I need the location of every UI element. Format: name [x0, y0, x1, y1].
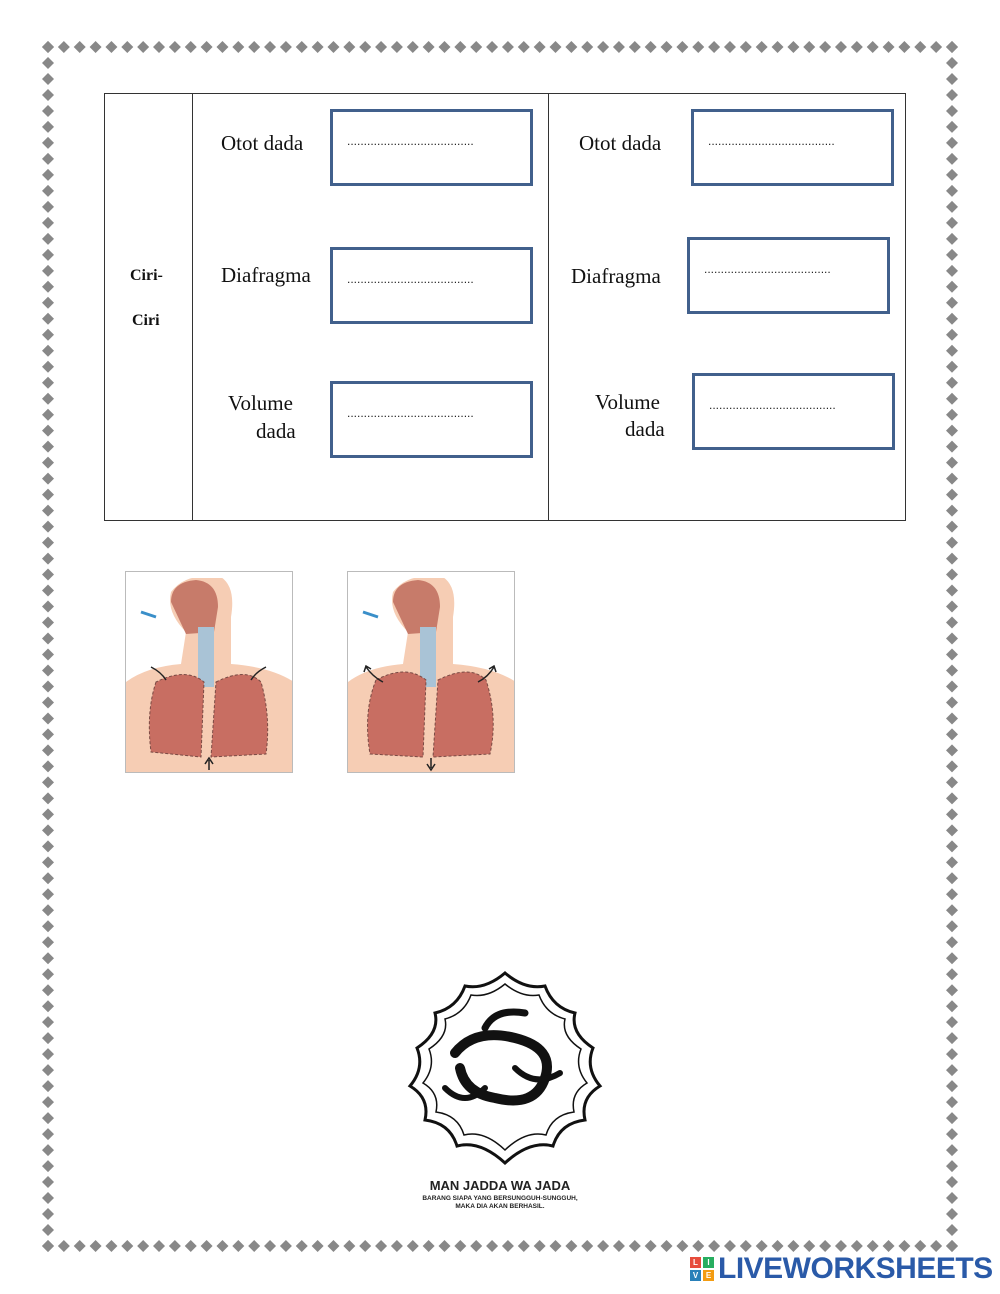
logo-subtitle-2: MAKA DIA AKAN BERHASIL. — [455, 1203, 545, 1210]
border-diamond — [42, 1112, 54, 1124]
border-diamond — [42, 968, 54, 980]
border-diamond — [42, 105, 54, 117]
border-diamond — [105, 41, 117, 53]
border-diamond — [946, 377, 958, 389]
row-header-line-1: Ciri- — [130, 267, 163, 284]
label-volume-left: Volume — [228, 391, 293, 415]
border-diamond — [597, 41, 609, 53]
border-diamond — [946, 409, 958, 421]
border-diamond — [42, 473, 54, 485]
border-diamond — [946, 664, 958, 676]
border-diamond — [946, 217, 958, 229]
border-diamond — [676, 1240, 688, 1252]
border-diamond — [581, 1240, 593, 1252]
border-diamond — [946, 633, 958, 645]
border-diamond — [502, 41, 514, 53]
border-diamond — [42, 728, 54, 740]
border-diamond — [42, 329, 54, 341]
border-diamond — [42, 696, 54, 708]
border-diamond — [946, 265, 958, 277]
border-diamond — [137, 1240, 149, 1252]
border-diamond — [946, 505, 958, 517]
border-diamond — [946, 680, 958, 692]
border-diamond — [692, 41, 704, 53]
border-diamond — [42, 585, 54, 597]
border-diamond — [883, 41, 895, 53]
border-diamond — [946, 920, 958, 932]
border-diamond — [946, 393, 958, 405]
border-diamond — [42, 249, 54, 261]
border-diamond — [438, 41, 450, 53]
label-dada-left: dada — [256, 419, 296, 443]
border-diamond — [375, 41, 387, 53]
border-diamond — [946, 1096, 958, 1108]
border-diamond — [645, 1240, 657, 1252]
border-diamond — [42, 537, 54, 549]
border-diamond — [42, 680, 54, 692]
border-diamond — [137, 41, 149, 53]
border-diamond — [946, 473, 958, 485]
border-diamond — [42, 281, 54, 293]
border-diamond — [391, 1240, 403, 1252]
border-diamond — [835, 1240, 847, 1252]
brand-tile: V — [690, 1270, 701, 1281]
brand-text: LIVEWORKSHEETS — [718, 1252, 993, 1285]
border-diamond — [248, 1240, 260, 1252]
border-diamond — [867, 1240, 879, 1252]
border-diamond — [898, 41, 910, 53]
border-diamond — [486, 41, 498, 53]
border-diamond — [42, 153, 54, 165]
border-diamond — [946, 1240, 958, 1252]
border-diamond — [438, 1240, 450, 1252]
border-diamond — [296, 1240, 308, 1252]
label-dada-right: dada — [625, 417, 665, 441]
answer-box-otot-right[interactable] — [691, 109, 894, 186]
border-diamond — [914, 41, 926, 53]
border-diamond — [946, 41, 958, 53]
border-diamond — [597, 1240, 609, 1252]
border-diamond — [946, 1128, 958, 1140]
border-diamond — [946, 601, 958, 613]
border-diamond — [819, 1240, 831, 1252]
border-diamond — [946, 808, 958, 820]
border-diamond — [756, 41, 768, 53]
border-diamond — [946, 968, 958, 980]
border-diamond — [946, 1160, 958, 1172]
border-diamond — [946, 1000, 958, 1012]
border-diamond — [946, 329, 958, 341]
border-diamond — [42, 1048, 54, 1060]
border-diamond — [42, 265, 54, 277]
logo-title: MAN JADDA WA JADA — [429, 1178, 571, 1193]
border-diamond — [946, 425, 958, 437]
answer-dots: ...................................... — [708, 134, 835, 148]
label-otot-dada-right: Otot dada — [579, 131, 662, 155]
border-diamond — [946, 1048, 958, 1060]
border-diamond — [42, 233, 54, 245]
border-diamond — [946, 1144, 958, 1156]
border-diamond — [359, 1240, 371, 1252]
border-diamond — [42, 185, 54, 197]
border-diamond — [565, 1240, 577, 1252]
border-diamond — [772, 1240, 784, 1252]
border-diamond — [42, 57, 54, 69]
border-diamond — [946, 57, 958, 69]
border-diamond — [534, 1240, 546, 1252]
border-diamond — [946, 1064, 958, 1076]
border-diamond — [946, 696, 958, 708]
border-diamond — [42, 888, 54, 900]
border-diamond — [946, 984, 958, 996]
border-diamond — [42, 760, 54, 772]
border-diamond — [454, 1240, 466, 1252]
border-diamond — [153, 1240, 165, 1252]
border-diamond — [216, 41, 228, 53]
border-diamond — [946, 760, 958, 772]
border-diamond — [42, 664, 54, 676]
border-diamond — [645, 41, 657, 53]
border-diamond — [216, 1240, 228, 1252]
border-diamond — [407, 1240, 419, 1252]
border-diamond — [946, 345, 958, 357]
border-diamond — [946, 569, 958, 581]
breathing-table — [104, 93, 906, 521]
border-diamond — [42, 377, 54, 389]
border-diamond — [565, 41, 577, 53]
border-diamond — [42, 361, 54, 373]
calligraphy-logo-icon — [395, 968, 615, 1168]
border-diamond — [42, 425, 54, 437]
border-diamond — [946, 297, 958, 309]
border-diamond — [42, 553, 54, 565]
border-diamond — [946, 1224, 958, 1236]
answer-dots: ...................................... — [347, 272, 474, 286]
border-diamond — [232, 1240, 244, 1252]
border-diamond — [803, 41, 815, 53]
border-diamond — [42, 217, 54, 229]
border-diamond — [946, 744, 958, 756]
border-diamond — [42, 936, 54, 948]
border-diamond — [518, 41, 530, 53]
border-diamond — [914, 1240, 926, 1252]
answer-dots: ...................................... — [347, 134, 474, 148]
border-diamond — [787, 1240, 799, 1252]
border-diamond — [42, 1032, 54, 1044]
border-diamond — [42, 569, 54, 581]
border-diamond — [946, 1080, 958, 1092]
border-diamond — [232, 41, 244, 53]
border-diamond — [42, 712, 54, 724]
border-diamond — [946, 728, 958, 740]
border-diamond — [946, 169, 958, 181]
border-diamond — [946, 585, 958, 597]
border-diamond — [359, 41, 371, 53]
border-diamond — [312, 1240, 324, 1252]
border-diamond — [946, 185, 958, 197]
border-diamond — [42, 345, 54, 357]
border-diamond — [502, 1240, 514, 1252]
border-diamond — [661, 1240, 673, 1252]
border-diamond — [90, 41, 102, 53]
brand-tile: E — [703, 1270, 714, 1281]
border-diamond — [946, 617, 958, 629]
brand-tile: L — [690, 1257, 701, 1268]
border-diamond — [42, 1224, 54, 1236]
border-diamond — [946, 153, 958, 165]
border-diamond — [42, 1016, 54, 1028]
border-diamond — [153, 41, 165, 53]
border-diamond — [692, 1240, 704, 1252]
border-diamond — [470, 1240, 482, 1252]
border-diamond — [375, 1240, 387, 1252]
border-diamond — [42, 952, 54, 964]
border-diamond — [946, 936, 958, 948]
border-diamond — [803, 1240, 815, 1252]
border-diamond — [946, 952, 958, 964]
border-diamond — [42, 41, 54, 53]
border-diamond — [264, 41, 276, 53]
border-diamond — [280, 41, 292, 53]
answer-box-volume-right[interactable] — [692, 373, 895, 450]
border-diamond — [930, 1240, 942, 1252]
border-diamond — [42, 792, 54, 804]
border-diamond — [42, 824, 54, 836]
border-diamond — [121, 41, 133, 53]
border-diamond — [327, 41, 339, 53]
border-diamond — [42, 89, 54, 101]
border-diamond — [58, 41, 70, 53]
border-diamond — [946, 712, 958, 724]
border-diamond — [327, 1240, 339, 1252]
border-diamond — [946, 457, 958, 469]
label-otot-dada-left: Otot dada — [221, 131, 304, 155]
border-diamond — [343, 41, 355, 53]
border-diamond — [581, 41, 593, 53]
border-diamond — [280, 1240, 292, 1252]
answer-box-diafragma-right[interactable] — [687, 237, 890, 314]
border-diamond — [946, 233, 958, 245]
answer-box-volume-left[interactable] — [330, 381, 533, 458]
border-diamond — [851, 41, 863, 53]
border-diamond — [42, 904, 54, 916]
border-diamond — [724, 41, 736, 53]
border-diamond — [169, 41, 181, 53]
border-diamond — [883, 1240, 895, 1252]
border-diamond — [42, 840, 54, 852]
border-diamond — [661, 41, 673, 53]
border-diamond — [946, 137, 958, 149]
border-diamond — [454, 41, 466, 53]
border-diamond — [946, 1032, 958, 1044]
lungs-exhale-illustration — [348, 572, 515, 773]
liveworksheets-brand — [690, 1252, 993, 1286]
border-diamond — [42, 73, 54, 85]
border-diamond — [946, 313, 958, 325]
border-diamond — [946, 105, 958, 117]
border-diamond — [946, 361, 958, 373]
border-diamond — [470, 41, 482, 53]
border-diamond — [42, 1240, 54, 1252]
table-divider-2 — [548, 94, 549, 520]
border-diamond — [391, 41, 403, 53]
border-diamond — [74, 1240, 86, 1252]
border-diamond — [42, 872, 54, 884]
border-diamond — [708, 41, 720, 53]
label-diafragma-left: Diafragma — [221, 263, 311, 287]
border-diamond — [946, 1112, 958, 1124]
logo-subtitle-1: BARANG SIAPA YANG BERSUNGGUH-SUNGGUH, — [422, 1195, 578, 1202]
answer-dots: ...................................... — [704, 262, 831, 276]
border-diamond — [42, 201, 54, 213]
border-diamond — [201, 1240, 213, 1252]
answer-dots: ...................................... — [347, 406, 474, 420]
answer-dots: ...................................... — [709, 398, 836, 412]
border-diamond — [740, 1240, 752, 1252]
border-diamond — [42, 489, 54, 501]
border-diamond — [946, 824, 958, 836]
border-diamond — [946, 73, 958, 85]
border-diamond — [42, 808, 54, 820]
border-diamond — [42, 1128, 54, 1140]
border-diamond — [42, 441, 54, 453]
border-diamond — [930, 41, 942, 53]
border-diamond — [946, 840, 958, 852]
border-diamond — [296, 41, 308, 53]
border-diamond — [58, 1240, 70, 1252]
border-diamond — [787, 41, 799, 53]
border-diamond — [42, 1096, 54, 1108]
border-diamond — [42, 505, 54, 517]
border-diamond — [42, 169, 54, 181]
border-diamond — [42, 409, 54, 421]
border-diamond — [42, 617, 54, 629]
border-diamond — [629, 41, 641, 53]
lungs-inhale-illustration — [126, 572, 293, 773]
border-diamond — [423, 1240, 435, 1252]
border-diamond — [42, 137, 54, 149]
border-diamond — [946, 489, 958, 501]
border-diamond — [248, 41, 260, 53]
border-diamond — [819, 41, 831, 53]
border-diamond — [42, 984, 54, 996]
border-diamond — [201, 41, 213, 53]
border-diamond — [946, 249, 958, 261]
border-diamond — [898, 1240, 910, 1252]
border-diamond — [946, 537, 958, 549]
border-diamond — [772, 41, 784, 53]
border-diamond — [42, 856, 54, 868]
border-diamond — [121, 1240, 133, 1252]
border-diamond — [946, 888, 958, 900]
border-diamond — [835, 41, 847, 53]
border-diamond — [423, 41, 435, 53]
border-diamond — [42, 1080, 54, 1092]
border-diamond — [42, 1000, 54, 1012]
border-diamond — [42, 776, 54, 788]
border-diamond — [74, 41, 86, 53]
brand-tile: I — [703, 1257, 714, 1268]
answer-box-otot-left[interactable] — [330, 109, 533, 186]
label-diafragma-right: Diafragma — [571, 264, 661, 288]
row-header-line-2: Ciri — [132, 312, 160, 329]
border-diamond — [946, 904, 958, 916]
border-diamond — [676, 41, 688, 53]
border-diamond — [946, 872, 958, 884]
border-diamond — [946, 281, 958, 293]
border-diamond — [946, 648, 958, 660]
border-diamond — [946, 792, 958, 804]
border-diamond — [946, 553, 958, 565]
border-diamond — [708, 1240, 720, 1252]
border-diamond — [756, 1240, 768, 1252]
border-diamond — [42, 633, 54, 645]
border-diamond — [42, 1144, 54, 1156]
border-diamond — [42, 297, 54, 309]
border-diamond — [724, 1240, 736, 1252]
border-diamond — [169, 1240, 181, 1252]
border-diamond — [42, 393, 54, 405]
border-diamond — [42, 744, 54, 756]
border-diamond — [42, 920, 54, 932]
border-diamond — [407, 41, 419, 53]
border-diamond — [42, 601, 54, 613]
table-divider-1 — [192, 94, 193, 520]
border-diamond — [629, 1240, 641, 1252]
border-diamond — [534, 41, 546, 53]
border-diamond — [851, 1240, 863, 1252]
border-diamond — [613, 41, 625, 53]
border-diamond — [42, 121, 54, 133]
border-diamond — [90, 1240, 102, 1252]
border-diamond — [42, 313, 54, 325]
diagram-exhale — [347, 571, 515, 773]
liveworksheets-logo-icon — [690, 1257, 714, 1281]
border-diamond — [185, 41, 197, 53]
border-diamond — [946, 521, 958, 533]
border-diamond — [946, 89, 958, 101]
border-diamond — [42, 1160, 54, 1172]
border-diamond — [42, 457, 54, 469]
border-diamond — [946, 201, 958, 213]
answer-box-diafragma-left[interactable] — [330, 247, 533, 324]
border-diamond — [946, 441, 958, 453]
border-diamond — [105, 1240, 117, 1252]
diagram-inhale — [125, 571, 293, 773]
border-diamond — [185, 1240, 197, 1252]
border-diamond — [946, 856, 958, 868]
border-diamond — [42, 1064, 54, 1076]
border-diamond — [312, 41, 324, 53]
border-diamond — [867, 41, 879, 53]
border-diamond — [613, 1240, 625, 1252]
label-volume-right: Volume — [595, 390, 660, 414]
border-diamond — [42, 648, 54, 660]
border-diamond — [946, 121, 958, 133]
border-diamond — [486, 1240, 498, 1252]
border-diamond — [550, 1240, 562, 1252]
border-diamond — [550, 41, 562, 53]
border-diamond — [42, 521, 54, 533]
border-diamond — [343, 1240, 355, 1252]
border-diamond — [264, 1240, 276, 1252]
border-diamond — [518, 1240, 530, 1252]
border-diamond — [946, 1016, 958, 1028]
border-diamond — [740, 41, 752, 53]
border-diamond — [946, 776, 958, 788]
